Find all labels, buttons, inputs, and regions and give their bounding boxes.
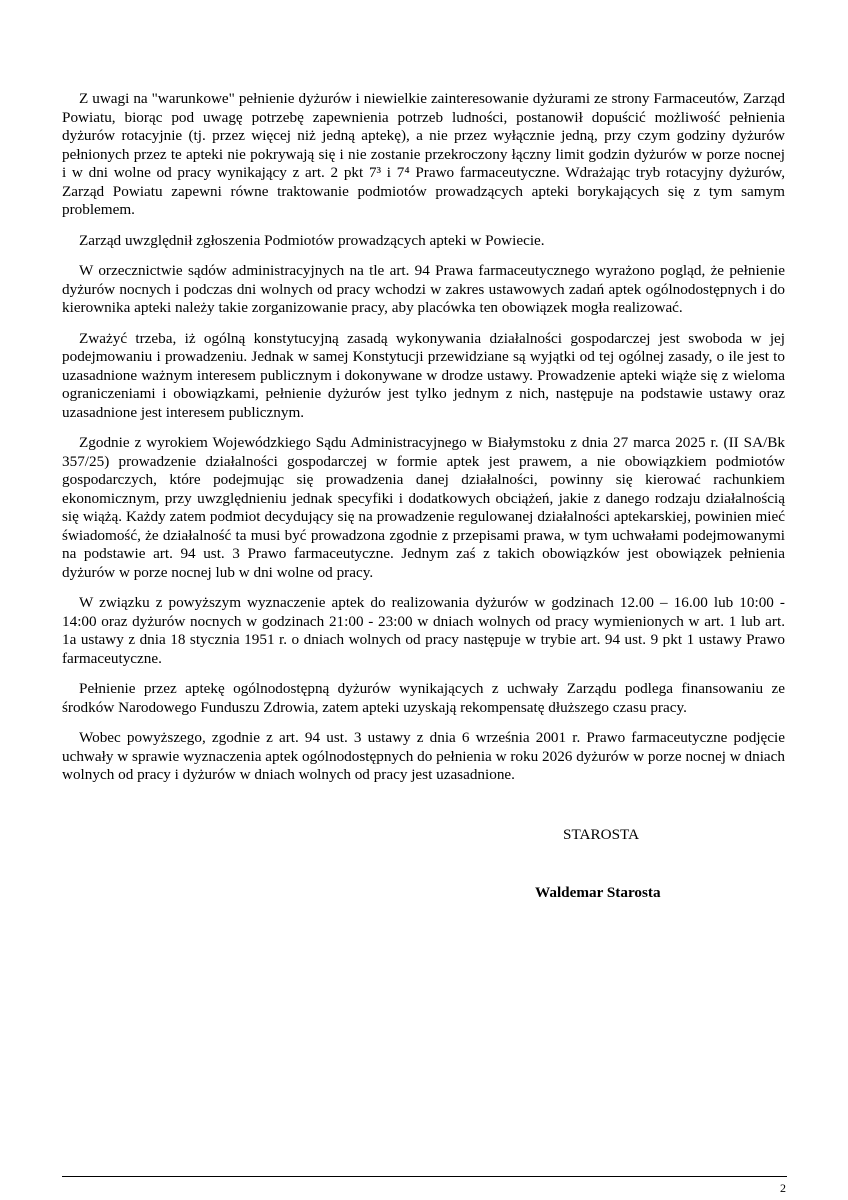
paragraph-rotational-duty: Z uwagi na "warunkowe" pełnienie dyżurów i niewielkie zainteresowanie dyżurami ze strony Farmaceutów, Zarząd Powiatu, biorąc pod uwagę potrzebę zapewnienia potrzeb ludności, postanowił dopuścić możliwość pełnienia dyżurów rotacyjnie (tj. przez więcej niż jedną aptekę), a nie przez wyłącznie jedną, przy czym godziny dyżurów pełnionych przez te apteki nie pokrywają się i nie zostanie przekroczony łączny limit godzin dyżurów w porze nocnej i w dni wolne od pracy wynikający z art. 2 pkt 7³ i 7⁴ Prawo farmaceutyczne. Wdrażając tryb rotacyjny dyżurów, Zarząd Powiatu zapewni równe traktowanie podmiotów prowadzących apteki borykających się z tym samym problemem. [62, 90, 785, 218]
document-body [62, 90, 785, 797]
footer-divider [62, 1176, 787, 1177]
signature-name: Waldemar Starosta [535, 884, 661, 901]
paragraph-constitution: Zważyć trzeba, iż ogólną konstytucyjną zasadą wykonywania działalności gospodarczej jest swoboda w jej podejmowaniu i prowadzeniu. Jednak w samej Konstytucji przewidziane są wyjątki od tej ogólnej zasady, o ile jest to uzasadnione ważnym interesem publicznym i dokonywane w drodze ustawy. Prowadzenie apteki wiąże się z wieloma ograniczeniami i obowiązkami, pełnienie dyżurów jest tylko jednym z nich, następuje na podstawie ustawy oraz uzasadnione jest interesem publicznym. [62, 329, 785, 421]
paragraph-duty-hours: W związku z powyższym wyznaczenie aptek do realizowania dyżurów w godzinach 12.00 – 16.00 lub 10:00 - 14:00 oraz dyżurów nocnych w godzinach 21:00 - 23:00 w dniach wolnych od pracy wymienionych w art. 1 lub art. 1a ustawy z dnia 18 stycznia 1951 r. o dniach wolnych od pracy następuje w trybie art. 94 ust. 9 pkt 1 ustawy Prawo farmaceutyczne. [62, 594, 785, 667]
paragraph-board-considered: Zarząd uwzględnił zgłoszenia Podmiotów prowadzących apteki w Powiecie. [79, 231, 545, 249]
paragraph-case-law: W orzecznictwie sądów administracyjnych na tle art. 94 Prawa farmaceutycznego wyrażono pogląd, że pełnienie dyżurów nocnych i podczas dni wolnych od pracy wchodzi w zakres ustawowych zadań aptek ogólnodostępnych i do kierownika apteki należy takie zorganizowanie pracy, aby placówka ten obowiązek mogła realizować. [62, 262, 785, 316]
paragraph-nfz-funding: Pełnienie przez aptekę ogólnodostępną dyżurów wynikających z uchwały Zarządu podlega finansowaniu ze środków Narodowego Funduszu Zdrowia, zatem apteki uzyskają rekompensatę dłuższego czasu pracy. [62, 680, 785, 716]
page-number: 2 [780, 1181, 786, 1195]
paragraph-court-ruling: Zgodnie z wyrokiem Wojewódzkiego Sądu Administracyjnego w Białymstoku z dnia 27 marca 2025 r. (II SA/Bk 357/25) prowadzenie działalności gospodarczej w formie aptek jest prawem, a nie obowiązkiem podmiotów gospodarczych, które podejmując się prowadzenia danej działalności, powinny się kierować rachunkiem ekonomicznym, przy uwzględnieniu jednak specyfiki i dodatkowych obciążeń, jakie z danego rodzaju działalnością się wiążą. Każdy zatem podmiot decydujący się na prowadzenie regulowanej działalności aptekarskiej, powinien mieć świadomość, że działalność ta musi być prowadzona zgodnie z przepisami prawa, w tym uchwałami podejmowanymi na podstawie art. 94 ust. 3 Prawo farmaceutyczne. Jednym zaś z takich obowiązków jest obowiązek pełnienia dyżurów w porze nocnej lub w dni wolne od pracy. [62, 434, 785, 581]
paragraph-conclusion: Wobec powyższego, zgodnie z art. 94 ust. 3 ustawy z dnia 6 września 2001 r. Prawo farmaceutyczne podjęcie uchwały w sprawie wyznaczenia aptek ogólnodostępnych do pełnienia w roku 2026 dyżurów w porze nocnej w dniach wolnych od pracy i dyżurów w dniach wolnych od pracy jest uzasadnione. [62, 729, 785, 783]
signature-title: STAROSTA [563, 826, 640, 843]
